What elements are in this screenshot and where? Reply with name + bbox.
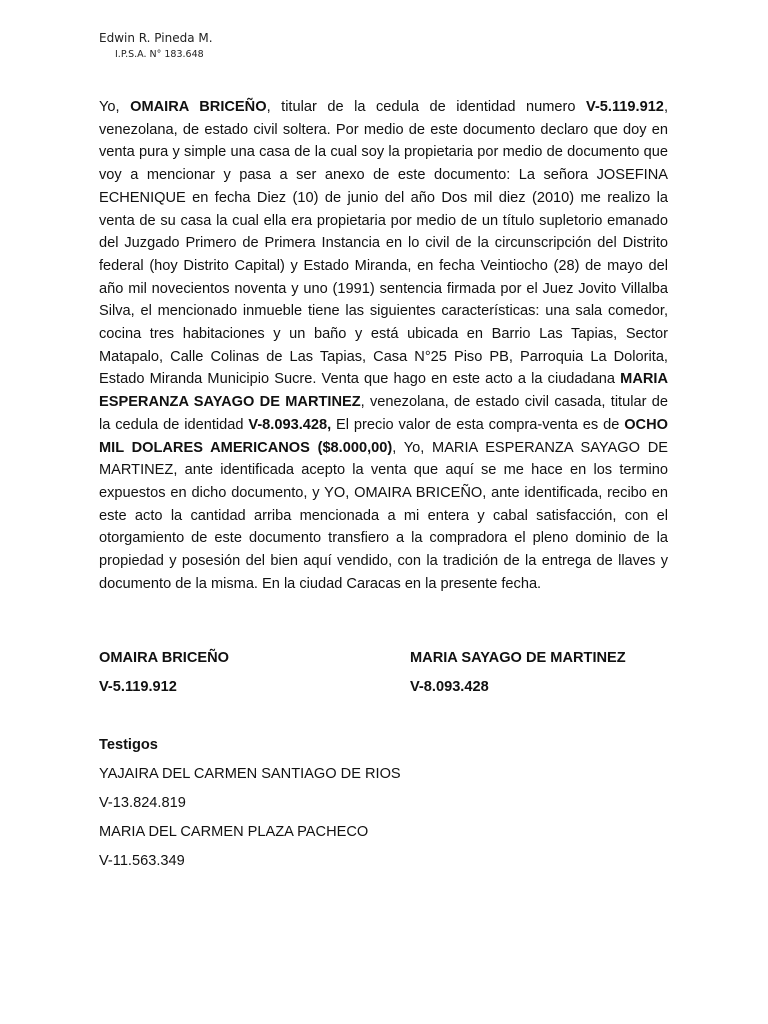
body-text: Yo, <box>99 99 131 115</box>
header-name: Edwin R. Pineda M. <box>99 31 213 45</box>
body-text: , titular de la cedula de identidad numero <box>266 99 587 115</box>
body-text: , venezolana, de estado civil casada, titular de la cedula de identidad <box>99 394 668 433</box>
header-license-number: I.P.S.A. N° 183.648 <box>115 49 204 60</box>
buyer-id-bold: V-8.093.428, <box>248 416 332 433</box>
buyer-name-bold: MARIA ESPERANZA SAYAGO DE MARTINEZ <box>99 371 668 411</box>
seller-signature-id: V-5.119.912 <box>99 679 177 695</box>
contract-body <box>99 96 668 595</box>
seller-id-bold: V-5.119.912 <box>586 99 664 115</box>
body-text: , Yo, MARIA ESPERANZA SAYAGO DE MARTINEZ, ante identificada acepto la venta que aquí se me hace en los termino expuestos en dicho documento, y YO, OMAIRA BRICEÑO, ante identificada, recibo en este acto la cantidad arriba mencionada a mi entera y cabal satisfacción, con el otorgamiento de este documento transfiero a la compradora el pleno dominio de la propiedad y posesión del bien aquí vendido, con la tradición de la entrega de llaves y documento de la misma. En la ciudad Caracas en la presente fecha. <box>99 439 668 592</box>
buyer-signature-name: MARIA SAYAGO DE MARTINEZ <box>410 650 626 666</box>
witness-1-name: YAJAIRA DEL CARMEN SANTIAGO DE RIOS <box>99 766 401 782</box>
witnesses-heading: Testigos <box>99 737 158 753</box>
witness-1-id: V-13.824.819 <box>99 795 186 811</box>
body-text: , venezolana, de estado civil soltera. Por medio de este documento declaro que doy en venta pura y simple una casa de la cual soy la propietaria por medio de documento que voy a mencionar y pasa a ser anexo de este documento: La señora JOSEFINA ECHENIQUE en fecha Diez (10) de junio del año Dos mil diez (2010) me realizo la venta de su casa la cual ella era propietaria por medio de un título supletorio emanado del Juzgado Primero de Primera Instancia en lo civil de la circunscripción del Distrito federal (hoy Distrito Capital) y Estado Miranda, en fecha Veintiocho (28) de mayo del año mil novecientos noventa y uno (1991) sentencia firmada por el Juez Jovito Villalba Silva, el mencionado inmueble tiene las siguientes características: una sala comedor, cocina tres habitaciones y un baño y está ubicada en Barrio Las Tapias, Sector Matapalo, Calle Colinas de Las Tapias, Casa N°25 Piso PB, Parroquia La Dolorita, Estado Miranda Municipio Sucre. Venta que hago en este acto a la ciudadana <box>99 99 668 388</box>
buyer-signature-id: V-8.093.428 <box>410 679 489 695</box>
witness-2-name: MARIA DEL CARMEN PLAZA PACHECO <box>99 824 369 840</box>
seller-signature-name: OMAIRA BRICEÑO <box>99 650 229 666</box>
price-bold: OCHO MIL DOLARES AMERICANOS ($8.000,00) <box>99 416 668 456</box>
body-text: El precio valor de esta compra-venta es de <box>331 416 625 433</box>
seller-name-bold: OMAIRA BRICEÑO <box>130 99 267 115</box>
witness-2-id: V-11.563.349 <box>99 853 185 869</box>
